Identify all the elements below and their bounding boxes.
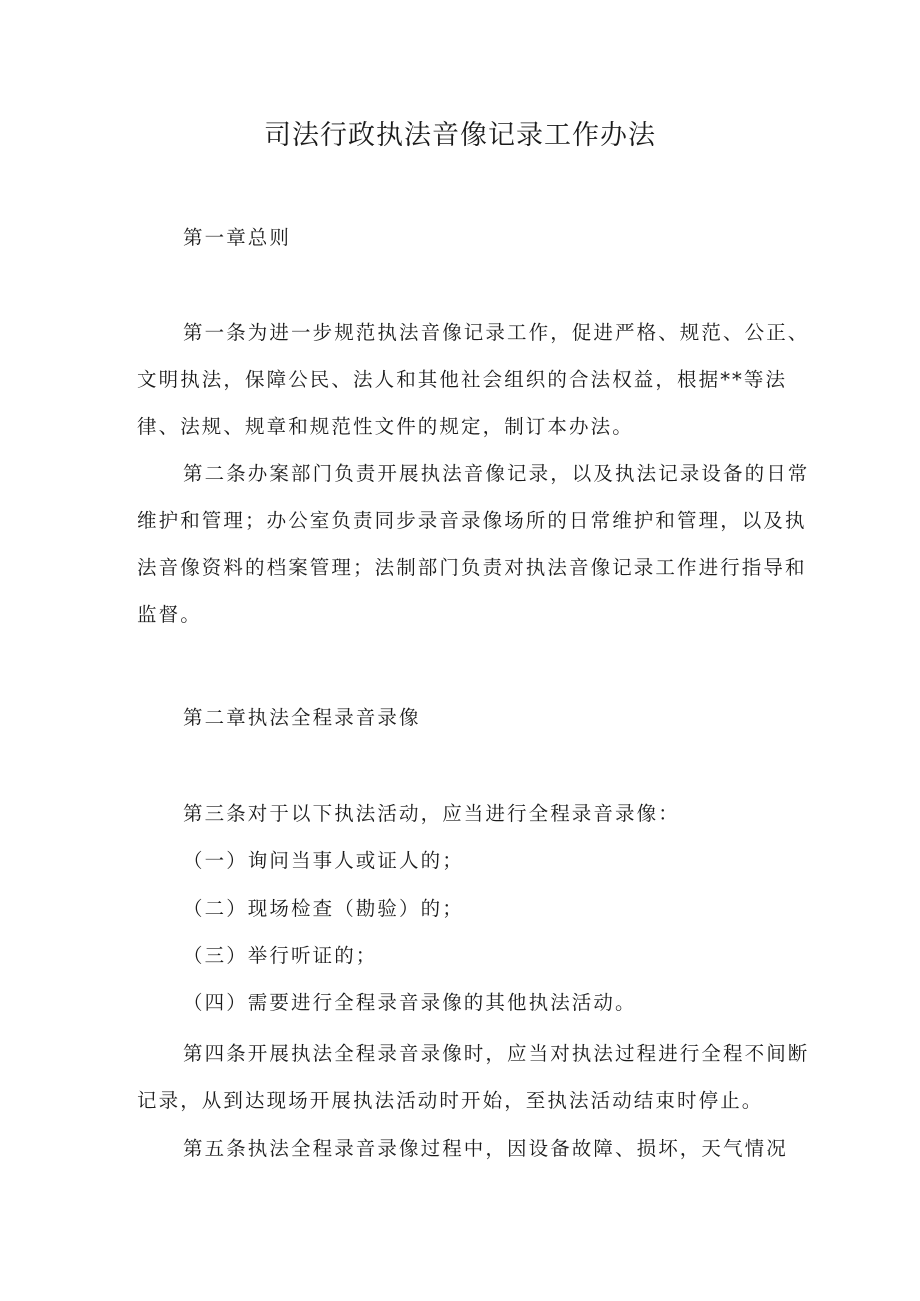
article-2: 第二条办案部门负责开展执法音像记录，以及执法记录设备的日常维护和管理；办公室负责同步录音录像场所的日常维护和管理，以及执法音像资料的档案管理；法制部门负责对执法音像记录工作进行指导和监督。 — [137, 462, 810, 626]
list-item: （二）现场检查（勘验）的； — [183, 897, 464, 920]
chapter-1-heading: 第一章总则 — [183, 226, 292, 249]
document-title: 司法行政执法音像记录工作办法 — [264, 120, 656, 151]
list-item: （四）需要进行全程录音录像的其他执法活动。 — [183, 991, 637, 1014]
list-item: （一）询问当事人或证人的； — [183, 849, 464, 872]
article-4: 第四条开展执法全程录音录像时，应当对执法过程进行全程不间断记录，从到达现场开展执法活动时开始，至执法活动结束时停止。 — [137, 1042, 810, 1112]
list-item: （三）举行听证的； — [183, 944, 378, 967]
article-5: 第五条执法全程录音录像过程中，因设备故障、损坏，天气情况 — [183, 1137, 788, 1160]
article-1: 第一条为进一步规范执法音像记录工作，促进严格、规范、公正、文明执法，保障公民、法人和其他社会组织的合法权益，根据**等法律、法规、规章和规范性文件的规定，制订本办法。 — [137, 321, 810, 438]
chapter-2-heading: 第二章执法全程录音录像 — [183, 706, 421, 729]
article-3: 第三条对于以下执法活动，应当进行全程录音录像： — [183, 802, 680, 825]
